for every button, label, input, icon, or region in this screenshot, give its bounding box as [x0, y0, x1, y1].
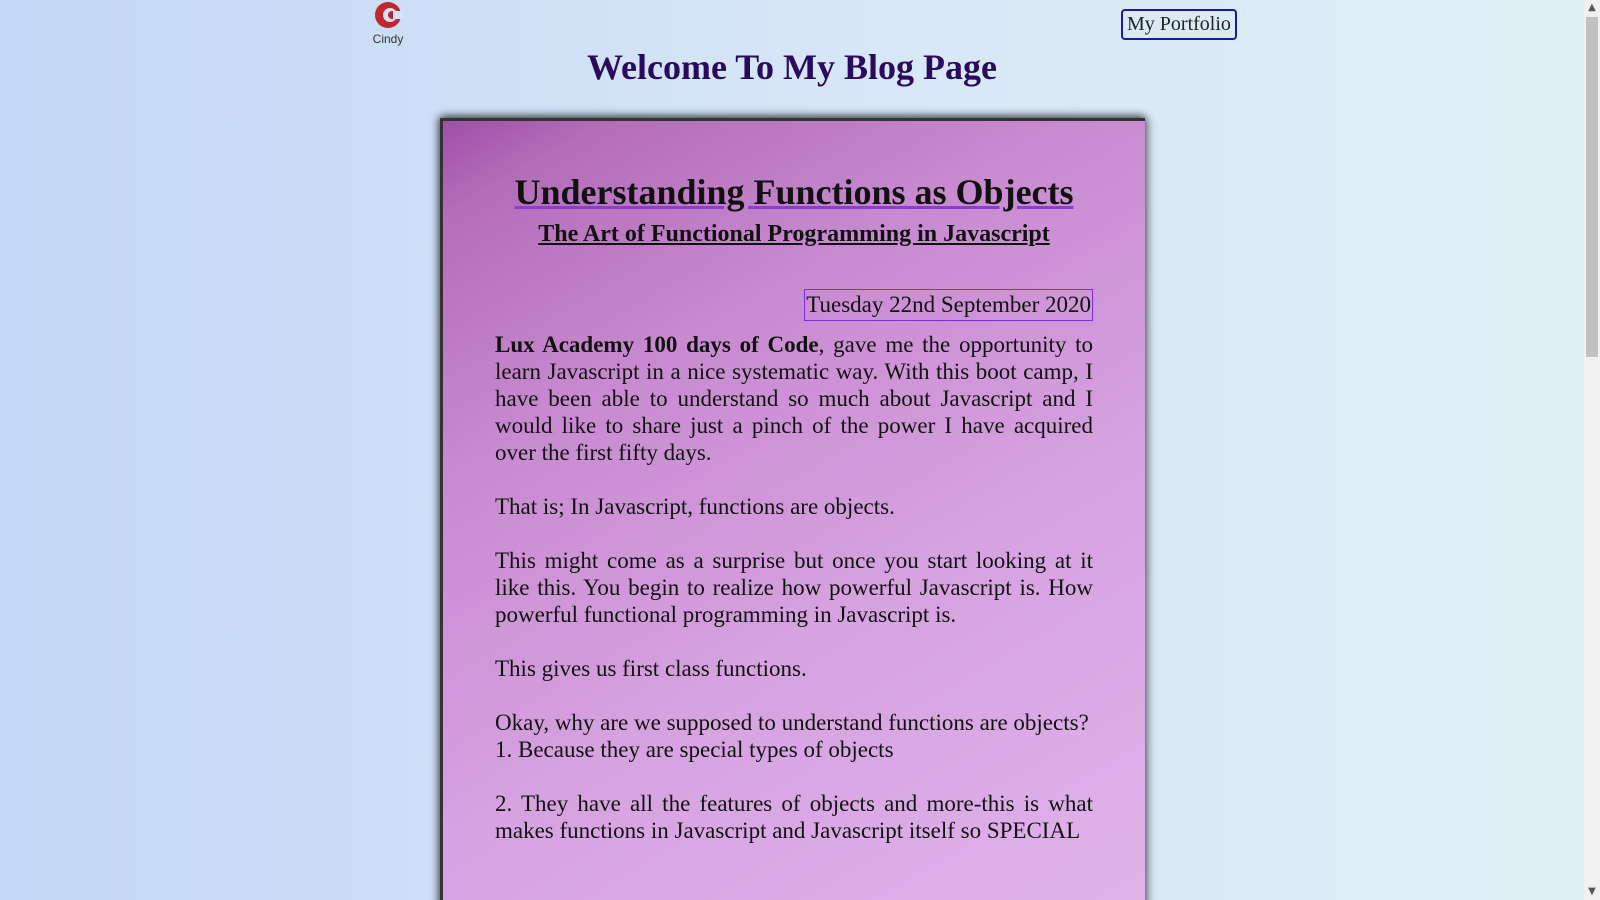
article-body — [495, 331, 1093, 871]
list-item-1: 1. Because they are special types of objects — [495, 737, 894, 762]
paragraph-2: That is; In Javascript, functions are objects. — [495, 494, 895, 519]
logo-label: Cindy — [372, 32, 404, 46]
paragraph-intro — [495, 331, 1093, 466]
blog-post-card — [440, 118, 1145, 900]
paragraph-5 — [495, 709, 1093, 763]
vertical-scrollbar[interactable] — [1584, 0, 1600, 900]
paragraph-6: 2. They have all the features of objects and more-this is what makes functions in Javascript and Javascript itself so SPECIAL — [495, 791, 1093, 843]
paragraph-3: This might come as a surprise but once you start looking at it like this. You begin to realize how powerful Javascript is. How powerful functional programming in Javascript is. — [495, 548, 1093, 627]
paragraph-4: This gives us first class functions. — [495, 656, 807, 681]
article-date: Tuesday 22nd September 2020 — [804, 289, 1093, 321]
question-text: Okay, why are we supposed to understand functions are objects? — [495, 710, 1089, 735]
logo-icon — [373, 0, 403, 30]
article-subtitle: The Art of Functional Programming in Javascript — [538, 221, 1050, 247]
intro-text: , gave me the opportunity to learn Javascript in a nice systematic way. With this boot camp, I have been able to understand so much about Javascript and I would like to share just a pinch of the power I have acquired over the first fifty days. — [495, 332, 1093, 465]
article-title: Understanding Functions as Objects — [514, 172, 1074, 212]
page-title: Welcome To My Blog Page — [587, 47, 997, 87]
logo[interactable] — [366, 0, 410, 46]
portfolio-button[interactable]: My Portfolio — [1121, 9, 1237, 40]
scrollbar-thumb[interactable] — [1586, 17, 1598, 357]
scroll-down-arrow-icon[interactable]: ▼ — [1588, 886, 1596, 897]
intro-bold-text: Lux Academy 100 days of Code — [495, 332, 819, 357]
scroll-up-arrow-icon[interactable]: ▲ — [1588, 2, 1596, 13]
